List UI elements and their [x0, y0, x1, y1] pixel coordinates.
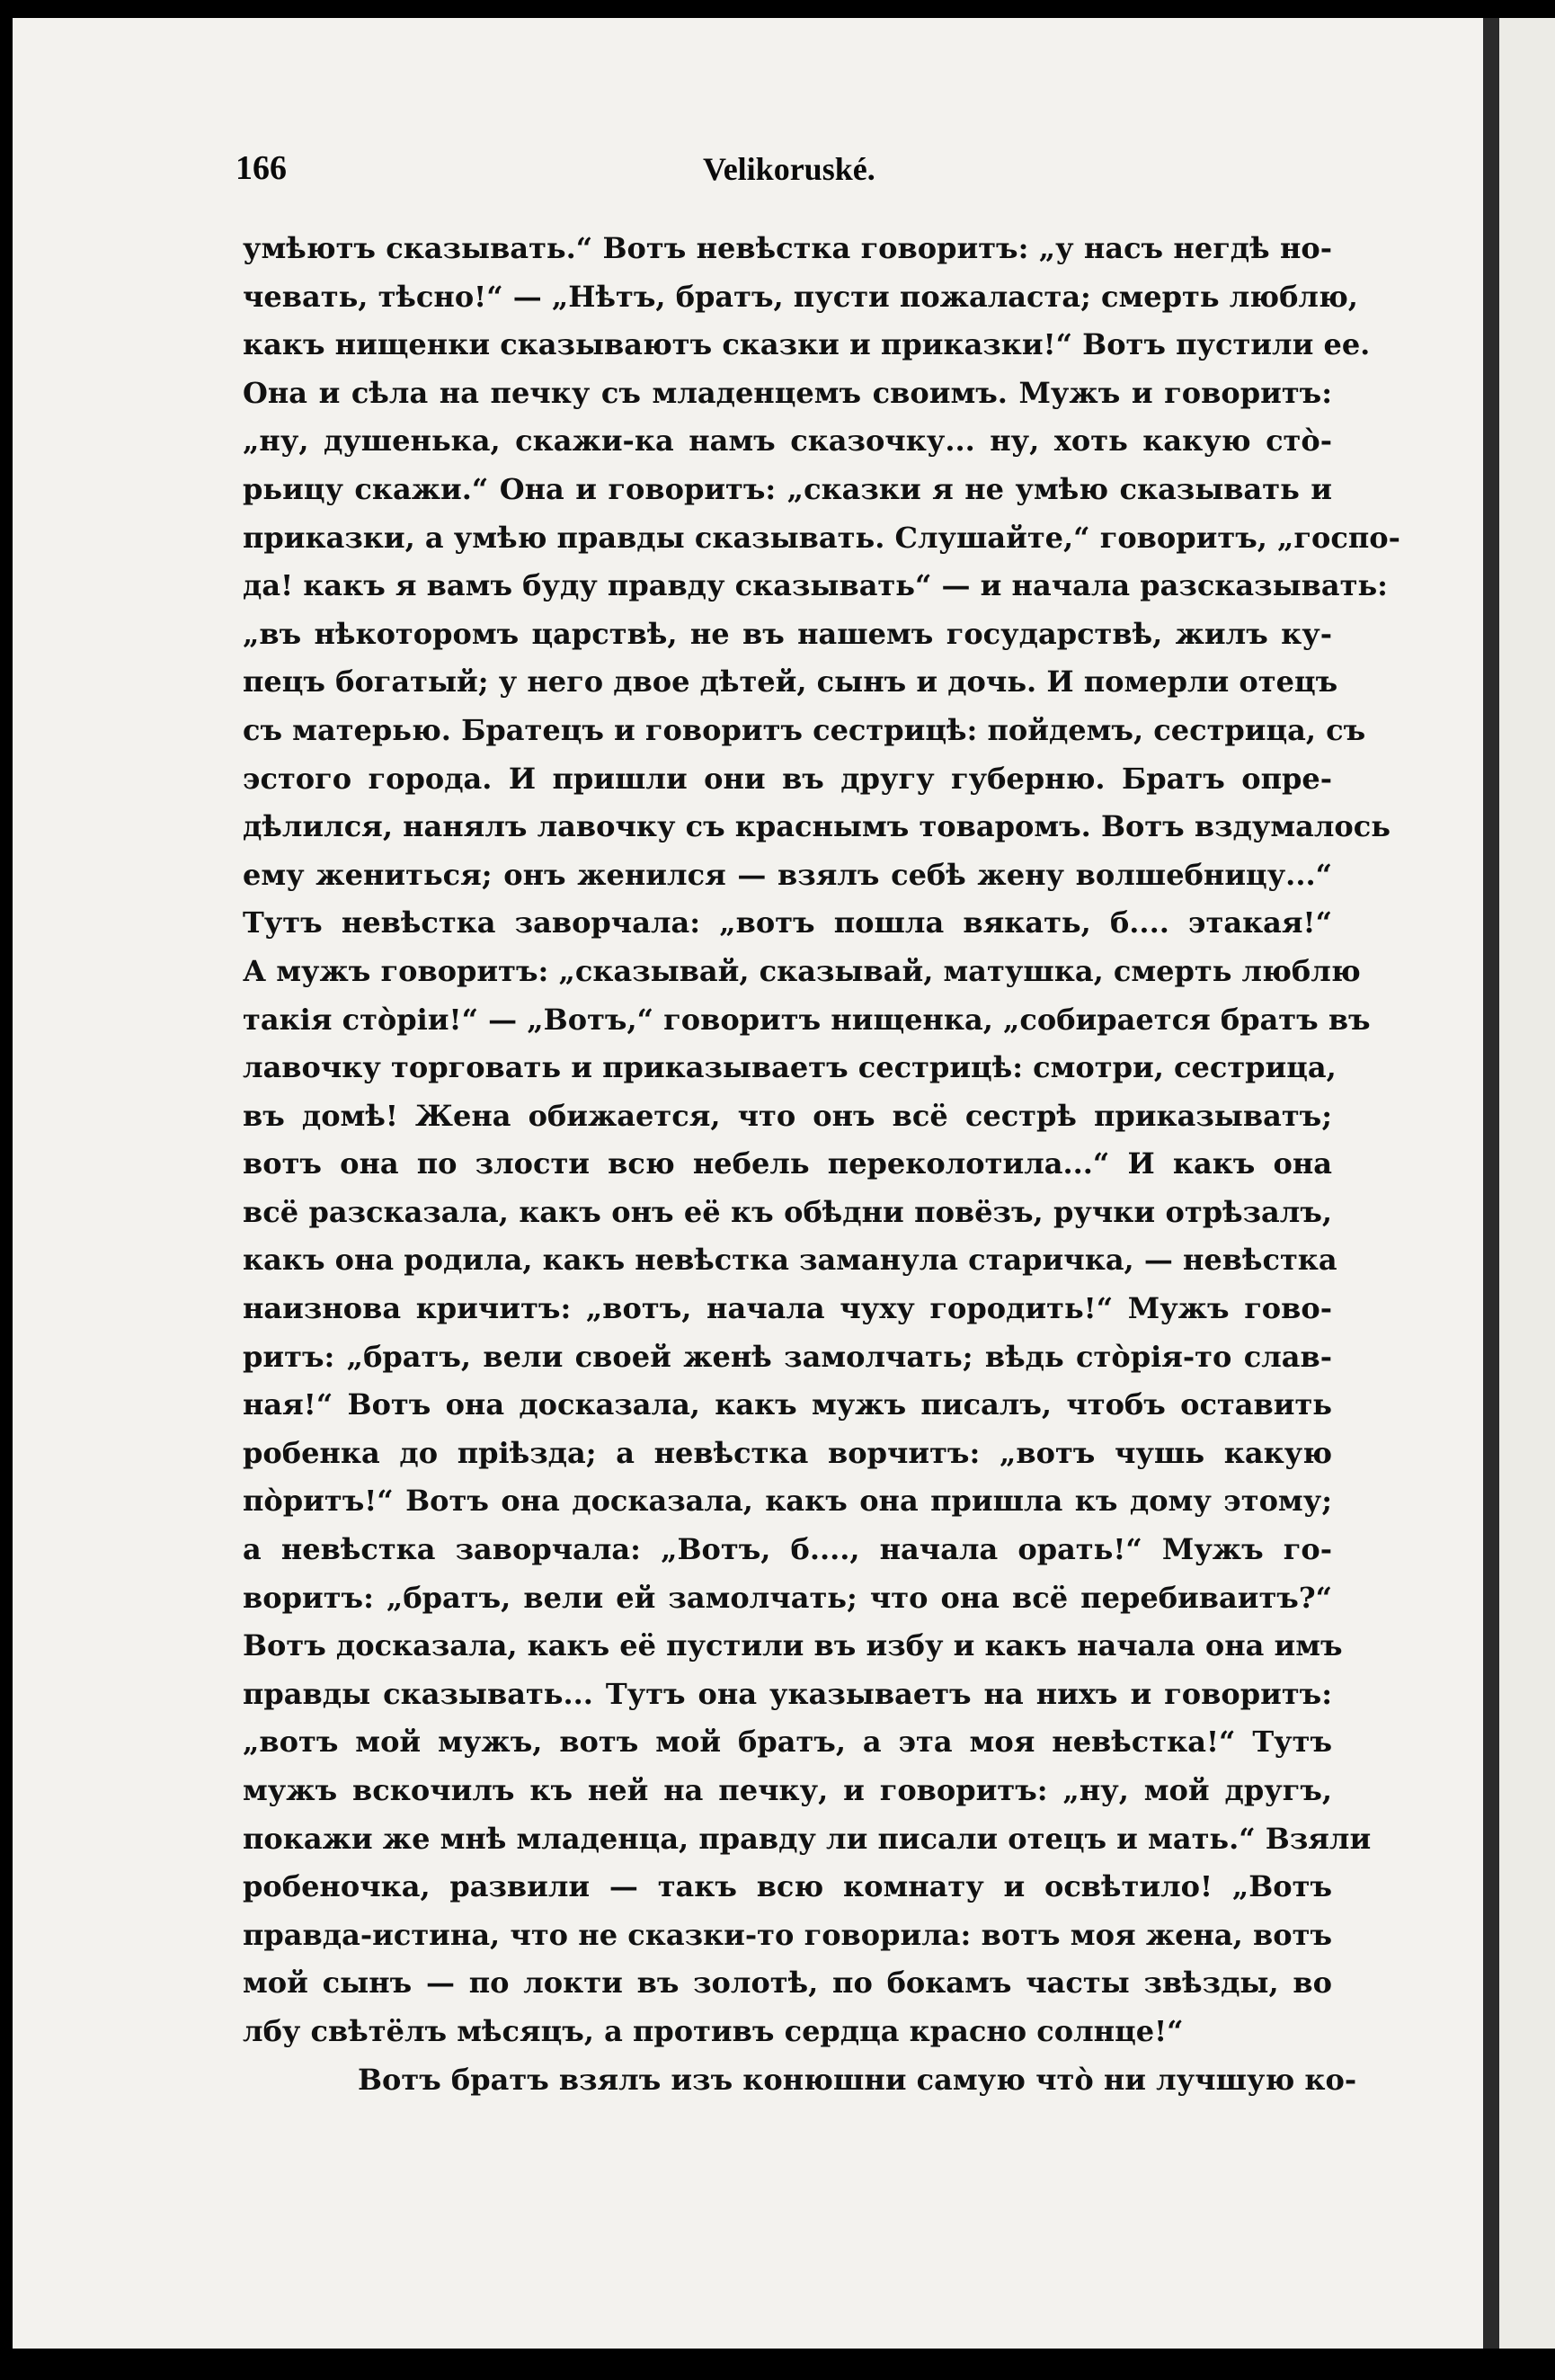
text-line: какъ она родила, какъ невѣстка заманула старичка, — невѣстка: [243, 1243, 1337, 1278]
text-line: вотъ она по злости всю небель переколотила...“ И какъ она: [243, 1146, 1332, 1181]
text-line: лбу свѣтёлъ мѣсяцъ, а противъ сердца красно солнце!“: [243, 2013, 1184, 2048]
text-line: умѣютъ сказывать.“ Вотъ невѣстка говоритъ: „у насъ негдѣ но-: [243, 231, 1332, 265]
text-line: пòритъ!“ Вотъ она досказала, какъ она пришла къ дому этому;: [243, 1484, 1332, 1519]
text-line: воритъ: „братъ, вели ей замолчать; что она всё перебиваитъ?“: [243, 1580, 1332, 1615]
text-line: пецъ богатый; у него двое дѣтей, сынъ и дочь. И померли отецъ: [243, 664, 1338, 700]
text-line: лавочку торговать и приказываетъ сестрицѣ: смотри, сестрица,: [243, 1050, 1337, 1085]
text-line: ная!“ Вотъ она досказала, какъ мужъ писалъ, чтобъ оставить: [243, 1387, 1332, 1422]
text-line: „вотъ мой мужъ, вотъ мой братъ, а эта моя невѣстка!“ Тутъ: [243, 1725, 1332, 1760]
text-line: Вотъ братъ взялъ изъ конюшни самую чтò ни лучшую ко-: [358, 2062, 1357, 2097]
text-line: рьицу скажи.“ Она и говоритъ: „сказки я не умѣю сказывать и: [243, 471, 1332, 506]
text-line: мужъ вскочилъ къ ней на печку, и говоритъ: „ну, мой другъ,: [243, 1773, 1332, 1807]
text-line: Тутъ невѣстка заворчала: „вотъ пошла вякать, б.... этакая!“: [243, 905, 1332, 940]
text-line: съ матерью. Братецъ и говоритъ сестрицѣ: пойдемъ, сестрица, съ: [243, 712, 1366, 747]
text-line: правда-истина, что не сказки-то говорила: вотъ моя жена, вотъ: [243, 1917, 1332, 1952]
text-line: да! какъ я вамъ буду правду сказывать“ — и начала разсказывать:: [243, 568, 1388, 603]
text-line: Вотъ досказала, какъ её пустили въ избу и какъ начала она имъ: [243, 1628, 1343, 1663]
text-line: а невѣстка заворчала: „Вотъ, б...., начала орать!“ Мужъ го-: [243, 1532, 1332, 1567]
text-line: А мужъ говоритъ: „сказывай, сказывай, матушка, смерть люблю: [243, 953, 1361, 988]
text-line: ритъ: „братъ, вели своей женѣ замолчать; вѣдь стòрія-то слав-: [243, 1339, 1332, 1374]
text-line: въ домѣ! Жена обижается, что онъ всё сестрѣ приказыватъ;: [243, 1098, 1332, 1133]
page-header: [235, 148, 1341, 193]
text-line: дѣлился, нанялъ лавочку съ краснымъ товаромъ. Вотъ вздумалось: [243, 809, 1391, 844]
body-text: [243, 225, 1400, 2104]
text-line: правды сказывать... Тутъ она указываетъ на нихъ и говоритъ:: [243, 1676, 1332, 1711]
text-line: робенка до пріѣзда; а невѣстка ворчитъ: „вотъ чушь какую: [243, 1435, 1332, 1470]
page-gutter-shadow: [1483, 18, 1499, 2349]
text-line: „въ нѣкоторомъ царствѣ, не въ нашемъ государствѣ, жилъ ку-: [243, 616, 1332, 651]
text-line: какъ нищенки сказываютъ сказки и приказки!“ Вотъ пустили ее.: [243, 327, 1371, 362]
adjacent-page-edge: [1499, 18, 1555, 2349]
text-line: наизнова кричитъ: „вотъ, начала чуху городить!“ Мужъ гово-: [243, 1291, 1332, 1326]
text-line: Она и сѣла на печку съ младенцемъ своимъ. Мужъ и говоритъ:: [243, 375, 1332, 410]
text-line: приказки, а умѣю правды сказывать. Слушайте,“ говоритъ, „госпо-: [243, 520, 1400, 555]
text-line: эстого города. И пришли они въ другу губерню. Братъ опре-: [243, 761, 1332, 796]
text-line: робеночка, развили — такъ всю комнату и освѣтило! „Вотъ: [243, 1869, 1332, 1904]
text-line: „ну, душенька, скажи-ка намъ сказочку... ну, хоть какую стò-: [243, 423, 1332, 459]
text-line: покажи же мнѣ младенца, правду ли писали отецъ и мать.“ Взяли: [243, 1821, 1372, 1856]
page-number: 166: [235, 149, 287, 187]
text-line: ему жениться; онъ женился — взялъ себѣ жену волшебницу...“: [243, 857, 1332, 892]
text-line: чевать, тѣсно!“ — „Нѣтъ, братъ, пусти пожаласта; смерть люблю,: [243, 279, 1358, 314]
running-title: Velikoruské.: [703, 151, 875, 187]
text-line: мой сынъ — по локти въ золотѣ, по бокамъ часты звѣзды, во: [243, 1966, 1332, 2001]
text-line: всё разсказала, какъ онъ её къ обѣдни повёзъ, ручки отрѣзалъ,: [243, 1194, 1332, 1229]
text-line: такія стòріи!“ — „Вотъ,“ говоритъ нищенка, „собирается братъ въ: [243, 1002, 1371, 1037]
